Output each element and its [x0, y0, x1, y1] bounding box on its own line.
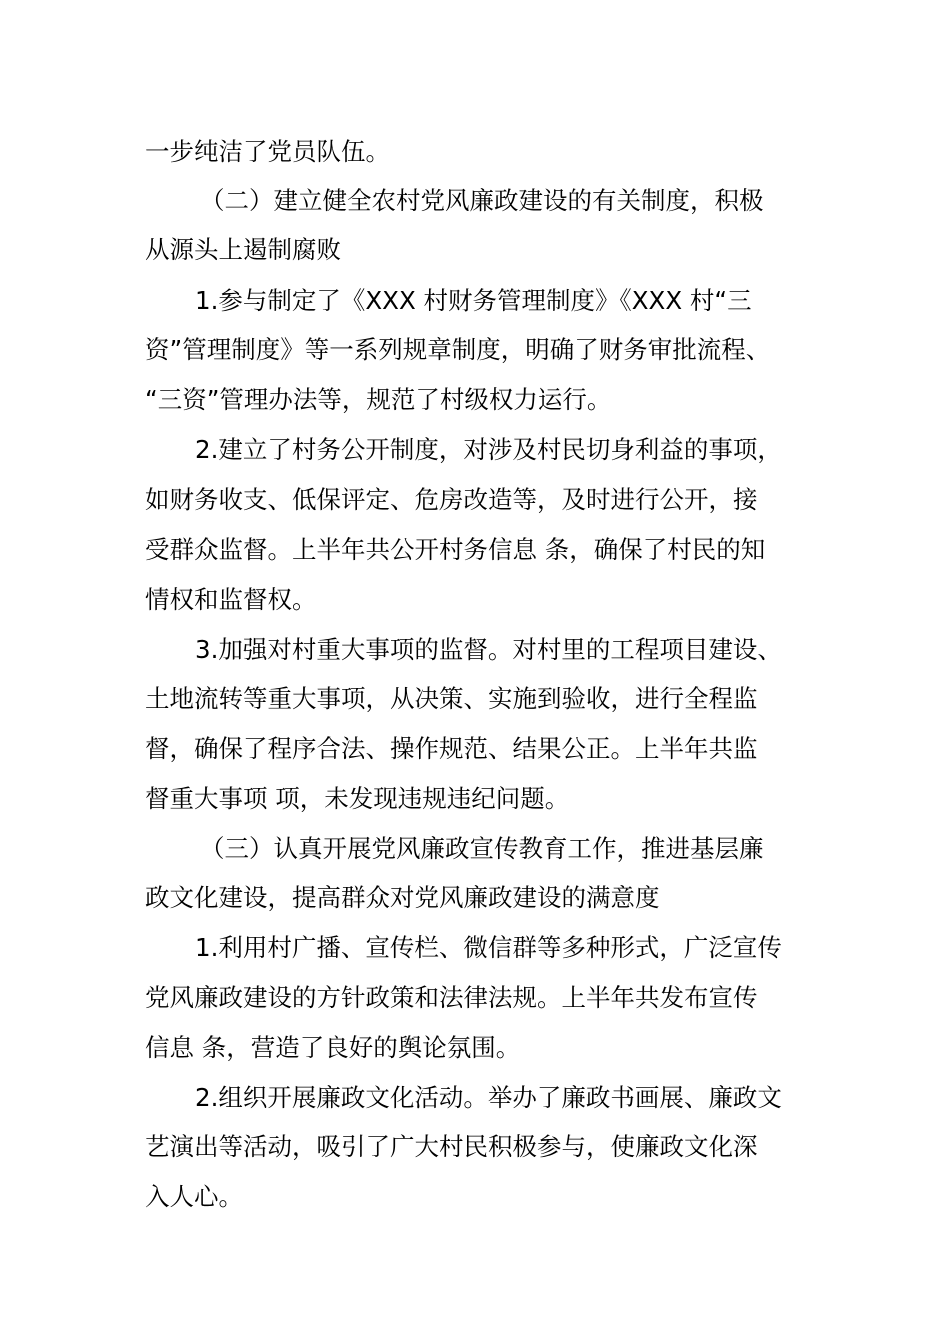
text-line: 督，确保了程序合法、操作规范、结果公正。上半年共监	[145, 734, 758, 763]
text-line: 入人心。	[145, 1182, 243, 1211]
list-item-start: 2.建立了村务公开制度，对涉及村民切身利益的事项，	[195, 435, 782, 464]
list-item-start: 1.利用村广播、宣传栏、微信群等多种形式，广泛宣传	[195, 933, 782, 962]
text-line: 情权和监督权。	[145, 585, 317, 614]
text-line: 如财务收支、低保评定、危房改造等，及时进行公开，接	[145, 485, 758, 514]
text-line: 一步纯洁了党员队伍。	[145, 137, 390, 166]
section-heading-3: （三）认真开展党风廉政宣传教育工作，推进基层廉	[200, 834, 764, 863]
list-item-start: 1.参与制定了《XXX 村财务管理制度》《XXX 村“三	[195, 286, 752, 315]
text-line: 信息 条，营造了良好的舆论氛围。	[145, 1033, 521, 1062]
text-line: “三资”管理办法等，规范了村级权力运行。	[145, 385, 612, 414]
list-item-start: 2.组织开展廉政文化活动。举办了廉政书画展、廉政文	[195, 1083, 782, 1112]
text-line: 党风廉政建设的方针政策和法律法规。上半年共发布宣传	[145, 983, 758, 1012]
text-line: 督重大事项 项，未发现违规违纪问题。	[145, 784, 570, 813]
text-line: 艺演出等活动，吸引了广大村民积极参与，使廉政文化深	[145, 1132, 758, 1161]
text-line: 受群众监督。上半年共公开村务信息 条，确保了村民的知	[145, 535, 766, 564]
list-item-start: 3.加强对村重大事项的监督。对村里的工程项目建设、	[195, 635, 782, 664]
text-line: 土地流转等重大事项，从决策、实施到验收，进行全程监	[145, 684, 758, 713]
section-heading-2: （二）建立健全农村党风廉政建设的有关制度，积极	[200, 186, 764, 215]
text-line: 资”管理制度》等一系列规章制度，明确了财务审批流程、	[145, 335, 771, 364]
text-line: 从源头上遏制腐败	[145, 235, 341, 264]
text-line: 政文化建设，提高群众对党风廉政建设的满意度	[145, 883, 660, 912]
